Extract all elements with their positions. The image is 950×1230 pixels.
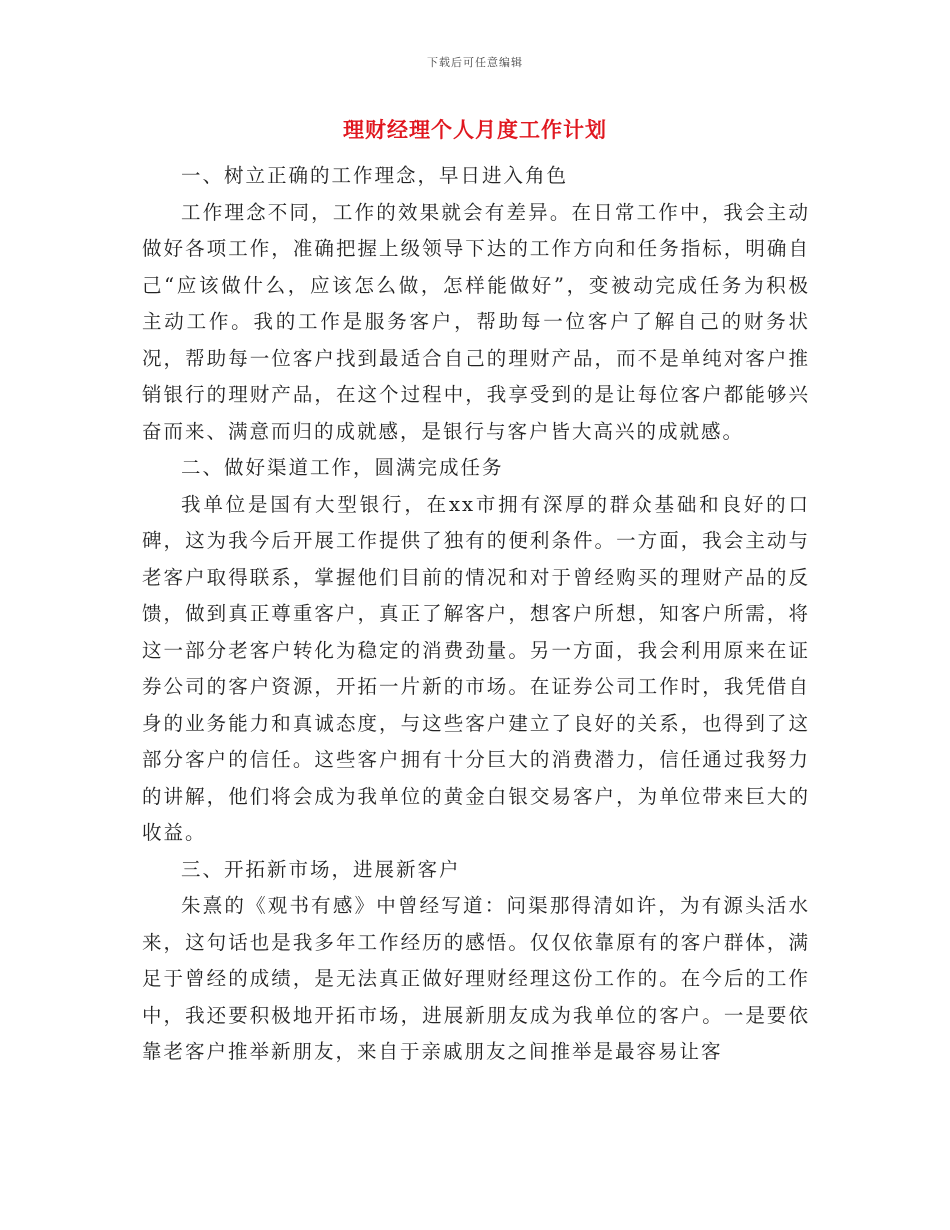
section-heading-2: 二、做好渠道工作，圆满完成任务 — [181, 456, 504, 479]
section-paragraph-3: 朱熹的《观书有感》中曾经写道：问渠那得清如许，为有源头活水来，这句话也是我多年工作经历的感悟。仅仅依靠原有的客户群体，满足于曾经的成绩，是无法真正做好理财经理这份工作的。在今后的工作中，我还要积极地开拓市场，进展新朋友成为我单位的客户。一是要依靠老客户推举新朋友，来自于亲戚朋友之间推举是最容易让客 — [142, 894, 810, 1063]
section-heading-1: 一、树立正确的工作理念，早日进入角色 — [181, 164, 569, 187]
document-title: 理财经理个人月度工作计划 — [343, 117, 607, 142]
section-paragraph-2: 我单位是国有大型银行，在xx市拥有深厚的群众基础和良好的口碑，这为我今后开展工作提供了独有的便利条件。一方面，我会主动与老客户取得联系，掌握他们目前的情况和对于曾经购买的理财产品的反馈，做到真正尊重客户，真正了解客户，想客户所想，知客户所需，将这一部分老客户转化为稳定的消费劲量。另一方面，我会利用原来在证券公司的客户资源，开拓一片新的市场。在证券公司工作时，我凭借自身的业务能力和真诚态度，与这些客户建立了良好的关系，也得到了这部分客户的信任。这些客户拥有十分巨大的消费潜力，信任通过我努力的讲解，他们将会成为我单位的黄金白银交易客户，为单位带来巨大的收益。 — [142, 492, 810, 844]
header-note: 下载后可任意编辑 — [427, 56, 523, 69]
section-paragraph-1: 工作理念不同，工作的效果就会有差异。在日常工作中，我会主动做好各项工作，准确把握上级领导下达的工作方向和任务指标，明确自己“应该做什么，应该怎么做，怎样能做好”，变被动完成任务为积极主动工作。我的工作是服务客户，帮助每一位客户了解自己的财务状况，帮助每一位客户找到最适合自己的理财产品，而不是单纯对客户推销银行的理财产品，在这个过程中，我享受到的是让每位客户都能够兴奋而来、满意而归的成就感，是银行与客户皆大高兴的成就感。 — [142, 200, 810, 443]
section-heading-3: 三、开拓新市场，进展新客户 — [181, 857, 461, 881]
document-body — [142, 158, 810, 1071]
